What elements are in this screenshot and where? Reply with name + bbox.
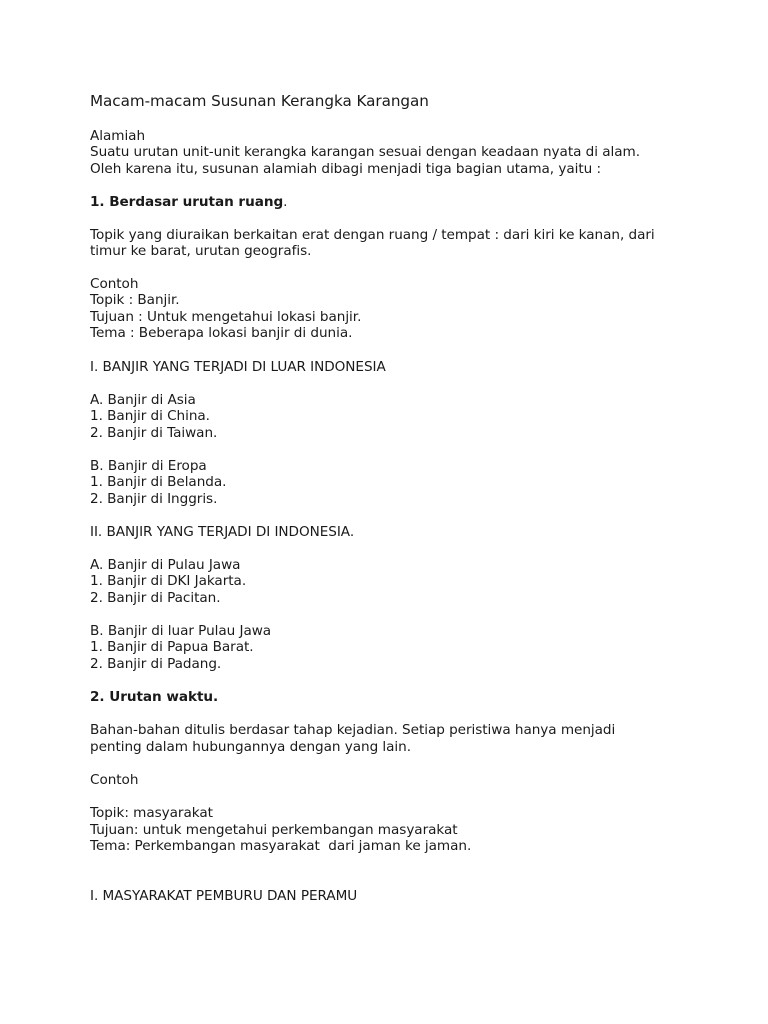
section1-a1-item-2: 2. Banjir di Taiwan. (90, 425, 218, 441)
section1-b1-item-1: 1. Banjir di Belanda. (90, 474, 227, 490)
section1-heading-text: 1. Berdasar urutan ruang (90, 194, 284, 210)
section1-desc-1: Topik yang diuraikan berkaitan erat dengan ruang / tempat : dari kiri ke kanan, dari (90, 227, 655, 243)
intro-label: Alamiah (90, 128, 146, 144)
intro-line-2: Oleh karena itu, susunan alamiah dibagi menjadi tiga bagian utama, yaitu : (90, 161, 601, 177)
section1-heading-suffix: . (283, 194, 288, 210)
section2-contoh: Contoh (90, 772, 139, 788)
section1-a2-item-1: 1. Banjir di DKI Jakarta. (90, 573, 247, 589)
section2-heading: 2. Urutan waktu. (90, 689, 219, 705)
page-title: Macam-macam Susunan Kerangka Karangan (90, 92, 429, 110)
section1-topik: Topik : Banjir. (90, 292, 180, 308)
section2-tema: Tema: Perkembangan masyarakat dari jaman ke jaman. (90, 838, 472, 854)
section1-tema: Tema : Beberapa lokasi banjir di dunia. (90, 325, 353, 341)
section1-part1: I. BANJIR YANG TERJADI DI LUAR INDONESIA (90, 359, 386, 375)
section2-desc-1: Bahan-bahan ditulis berdasar tahap kejadian. Setiap peristiwa hanya menjadi (90, 722, 616, 738)
section1-a2: A. Banjir di Pulau Jawa (90, 557, 241, 573)
section1-part2: II. BANJIR YANG TERJADI DI INDONESIA. (90, 524, 355, 540)
section1-b1: B. Banjir di Eropa (90, 458, 207, 474)
section1-a1-item-1: 1. Banjir di China. (90, 408, 210, 424)
section2-tujuan: Tujuan: untuk mengetahui perkembangan masyarakat (90, 822, 458, 838)
section2-part1: I. MASYARAKAT PEMBURU DAN PERAMU (90, 888, 358, 904)
section1-a2-item-2: 2. Banjir di Pacitan. (90, 590, 221, 606)
section1-b2-item-2: 2. Banjir di Padang. (90, 656, 222, 672)
section1-a1: A. Banjir di Asia (90, 392, 196, 408)
intro-line-1: Suatu urutan unit-unit kerangka karangan sesuai dengan keadaan nyata di alam. (90, 144, 640, 160)
section2-topik: Topik: masyarakat (90, 805, 213, 821)
section1-tujuan: Tujuan : Untuk mengetahui lokasi banjir. (90, 309, 362, 325)
section1-desc-2: timur ke barat, urutan geografis. (90, 243, 312, 259)
section1-b2: B. Banjir di luar Pulau Jawa (90, 623, 272, 639)
section1-b1-item-2: 2. Banjir di Inggris. (90, 491, 218, 507)
section2-desc-2: penting dalam hubungannya dengan yang lain. (90, 739, 412, 755)
section1-contoh: Contoh (90, 276, 139, 292)
section1-heading (90, 194, 287, 210)
section1-b2-item-1: 1. Banjir di Papua Barat. (90, 639, 254, 655)
